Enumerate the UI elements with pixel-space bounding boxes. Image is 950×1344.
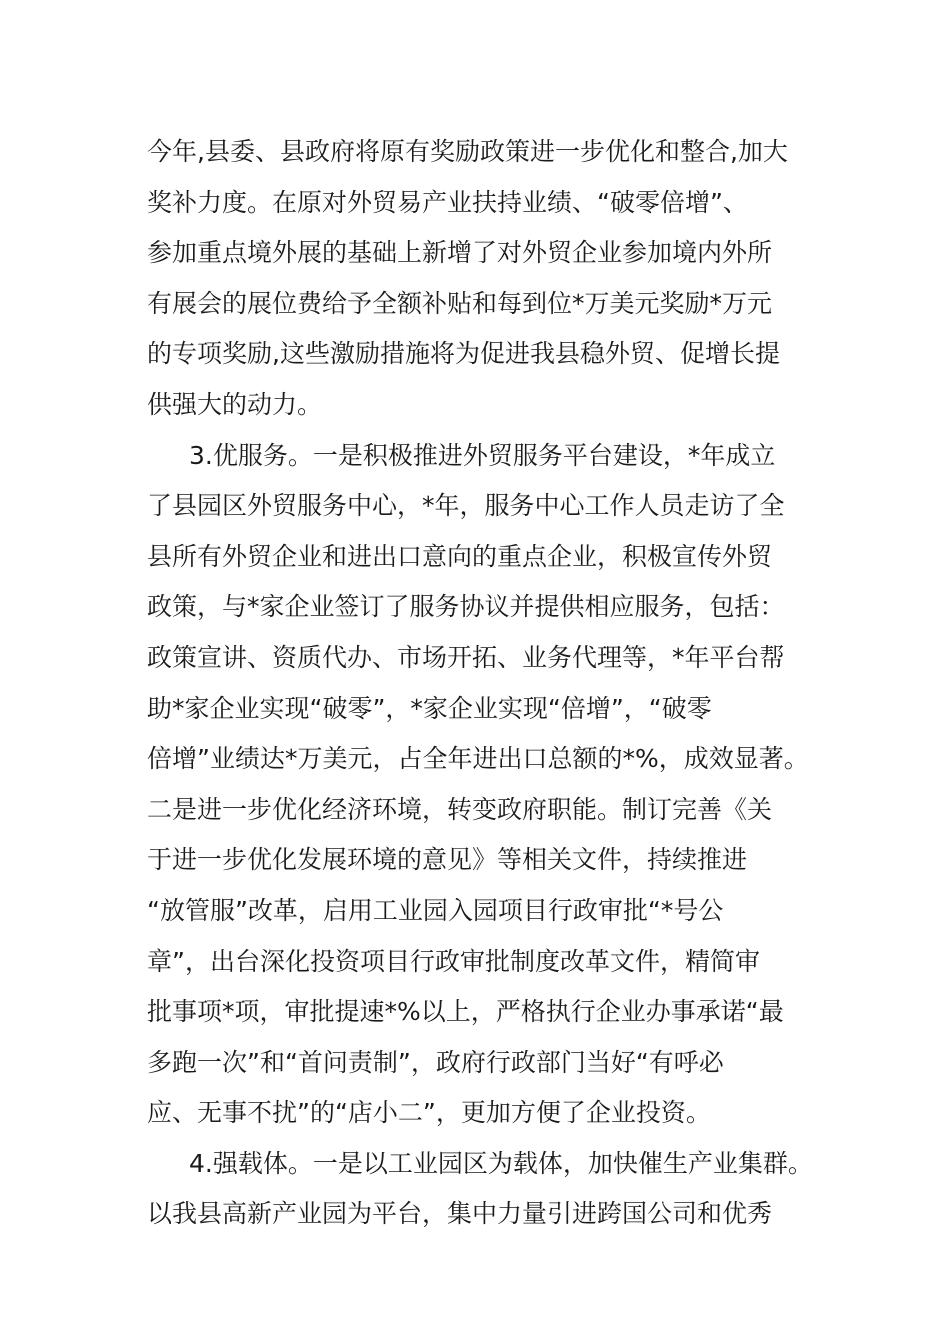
body-text [147, 127, 817, 1240]
section-heading-line: 4.强载体。一是以工业园区为载体，加快催生产业集群。 [189, 1148, 813, 1178]
text-line: 参加重点境外展的基础上新增了对外贸企业参加境内外所 [147, 238, 773, 268]
text-line: 了县园区外贸服务中心，*年，服务中心工作人员走访了全 [147, 491, 785, 521]
text-line: 有展会的展位费给予全额补贴和每到位*万美元奖励*万元 [147, 288, 773, 318]
text-line: 的专项奖励,这些激励措施将为促进我县稳外贸、促增长提 [147, 339, 780, 369]
text-line: 以我县高新产业园为平台，集中力量引进跨国公司和优秀 [147, 1199, 773, 1229]
text-line: 供强大的动力。 [147, 389, 323, 419]
text-line: 县所有外贸企业和进出口意向的重点企业，积极宣传外贸 [147, 541, 773, 571]
text-line: 章”，出台深化投资项目行政审批制度改革文件，精简审 [147, 946, 760, 976]
text-line: 今年,县委、县政府将原有奖励政策进一步优化和整合,加大 [147, 137, 788, 166]
text-line: 多跑一次”和“首问责制”，政府行政部门当好“有呼必 [147, 1047, 724, 1077]
text-line: 奖补力度。在原对外贸易产业扶持业绩、“破零倍增”、 [147, 187, 748, 217]
text-line: 政策，与*家企业签订了服务协议并提供相应服务，包括： [147, 592, 785, 622]
section-heading-line: 3.优服务。一是积极推进外贸服务平台建设，*年成立 [189, 440, 776, 470]
text-line: 二是进一步优化经济环境，转变政府职能。制订完善《关 [147, 794, 773, 824]
text-line: 于进一步优化发展环境的意见》等相关文件，持续推进 [147, 845, 748, 875]
text-line: 政策宣讲、资质代办、市场开拓、业务代理等，*年平台帮 [147, 642, 785, 672]
text-line: 倍增”业绩达*万美元，占全年进出口总额的*%，成效显著。 [147, 744, 809, 774]
text-line: “放管服”改革，启用工业园入园项目行政审批“*号公 [147, 895, 724, 925]
text-line: 助*家企业实现“破零”，*家企业实现“倍增”，“破零 [147, 693, 712, 723]
text-line: 批事项*项，审批提速*%以上，严格执行企业办事承诺“最 [147, 997, 784, 1027]
text-line: 应、无事不扰”的“店小二”，更加方便了企业投资。 [147, 1098, 711, 1128]
